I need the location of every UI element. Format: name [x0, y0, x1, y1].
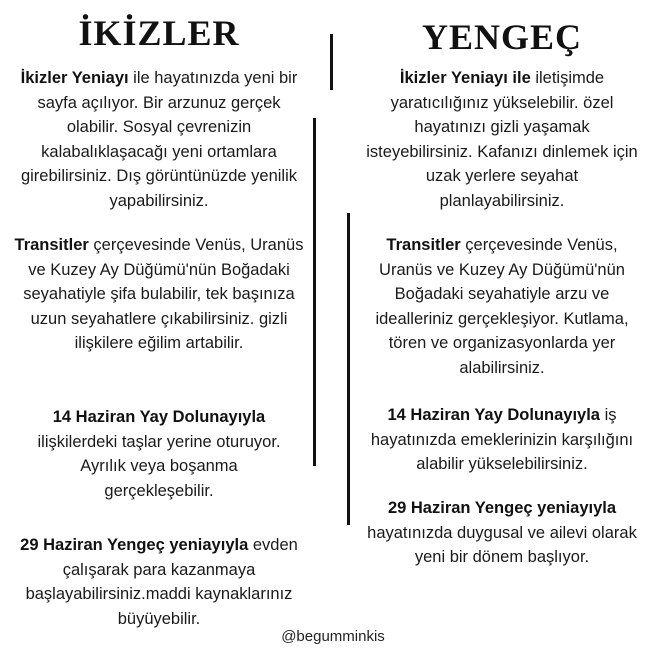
cancer-paragraph-2: [338, 233, 666, 380]
cancer-paragraph-4-bold: 29 Haziran Yengeç yeniayıyla: [387, 499, 617, 517]
cancer-paragraph-1-bold: İkizler Yeniayı ile: [399, 69, 531, 87]
gemini-paragraph-3-bold: 14 Haziran Yay Dolunayıyla: [52, 408, 266, 426]
gemini-paragraph-1: [0, 66, 318, 213]
gemini-paragraph-4-bold: 29 Haziran Yengeç yeniayıyla: [20, 536, 249, 554]
cancer-title: YENGEÇ: [421, 17, 583, 57]
gemini-paragraph-3-text: ilişkilerdeki taşlar yerine oturuyor. Ayrılık veya boşanma gerçekleşebilir.: [37, 432, 281, 500]
cancer-paragraph-1: [338, 66, 666, 213]
gemini-paragraph-1-text: ile hayatınızda yeni bir sayfa açılıyor. Bir arzunuz gerçek olabilir. Sosyal çevrenizin kalabalıklaşacağı yeni ortamlara girebilirsiniz. Dış görüntünüzde yenilik yapabilirsiniz.: [20, 69, 298, 210]
gemini-paragraph-2: [0, 233, 318, 356]
cancer-paragraph-4-text: hayatınızda duygusal ve ailevi olarak yeni bir dönem başlıyor.: [367, 523, 637, 566]
gemini-paragraph-2-text: çerçevesinde Venüs, Uranüs ve Kuzey Ay Düğümü'nün Boğadaki seyahatiyle şifa bulabilir, tek başınıza uzun seyahatlere çıkabilirsiniz. gizli ilişkilere eğilim artabilir.: [23, 236, 304, 352]
cancer-paragraph-3-bold: 14 Haziran Yay Dolunayıyla: [387, 406, 600, 424]
author-handle: @begumminkis: [281, 628, 385, 645]
cancer-paragraph-3-text: iş hayatınızda emeklerinizin karşılığını alabilir yükselebilirsiniz.: [370, 406, 634, 473]
gemini-paragraph-2-bold: Transitler: [14, 236, 89, 254]
gemini-paragraph-4: [0, 533, 318, 631]
gemini-title: İKİZLER: [78, 13, 240, 53]
cancer-paragraph-4: [338, 496, 666, 570]
cancer-paragraph-3: [338, 403, 666, 477]
gemini-paragraph-4-text: evden çalışarak para kazanmaya başlayabilirsiniz.maddi kaynaklarınız büyüyebilir.: [25, 536, 298, 628]
gemini-paragraph-3: [0, 405, 318, 503]
cancer-paragraph-2-bold: Transitler: [386, 236, 461, 254]
left-divider-line: [313, 118, 316, 466]
top-divider-line: [330, 34, 333, 90]
cancer-paragraph-1-text: iletişimde yaratıcılığınız yükselebilir. özel hayatınızı gizli yaşamak isteyebilirsiniz. Kafanızı dinlemek için uzak yerlere seyahat planlayabilirsiniz.: [366, 69, 638, 210]
gemini-paragraph-1-bold: İkizler Yeniayı: [20, 69, 129, 87]
cancer-paragraph-2-text: çerçevesinde Venüs, Uranüs ve Kuzey Ay Düğümü'nün Boğadaki seyahatiyle arzu ve idealleriniz gerçekleşiyor. Kutlama, tören ve organizasyonlarda yer alabilirsiniz.: [375, 236, 629, 377]
